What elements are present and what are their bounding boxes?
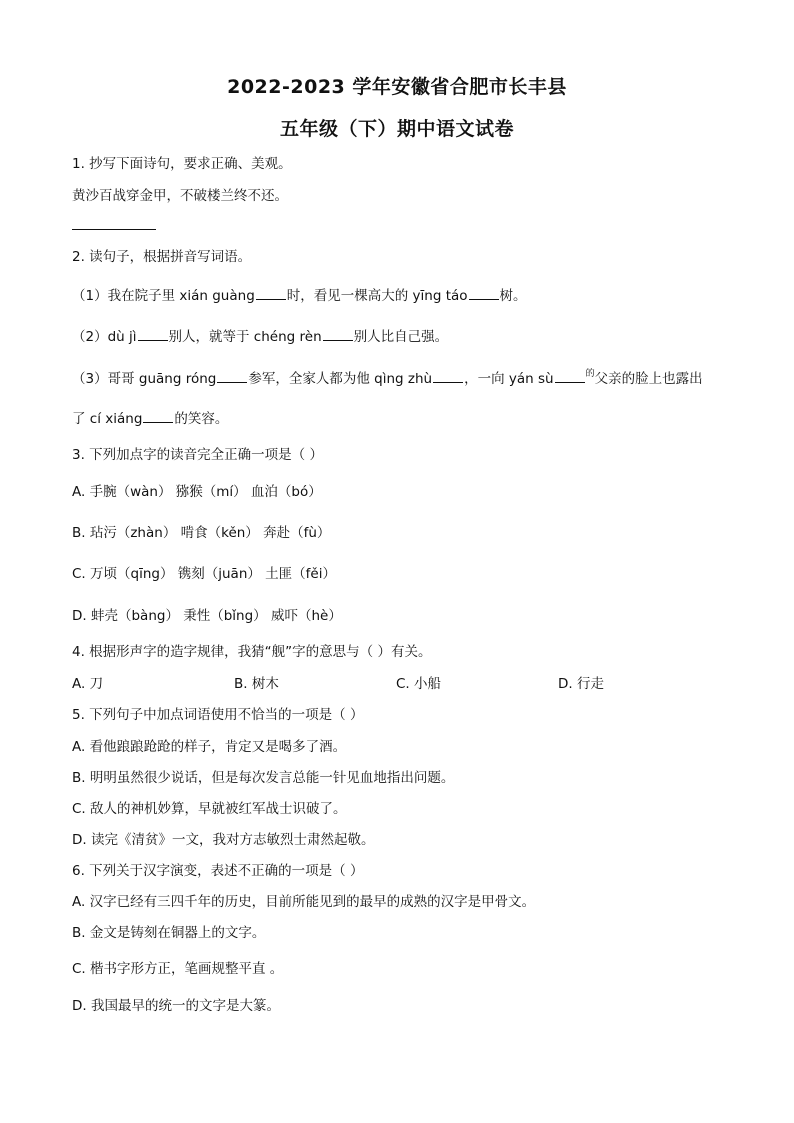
- q6-option-b[interactable]: B. 金文是铸刻在铜器上的文字。: [72, 925, 266, 941]
- q2-s2-part-c: 别人比自己强。: [353, 329, 449, 345]
- q1-answer-line[interactable]: [72, 229, 156, 230]
- q2-s1-part-c: 树。: [499, 288, 527, 304]
- q2-s3b-part-a: 了 cí xiáng: [72, 411, 143, 427]
- q6-stem: 6. 下列关于汉字演变，表述不正确的一项是（ ）: [72, 863, 364, 879]
- q3-stem: 3. 下列加点字的读音完全正确一项是（ ）: [72, 447, 323, 463]
- q3-option-d[interactable]: D. 蚌壳（bàng） 秉性（bǐng） 威吓（hè）: [72, 608, 342, 624]
- q5-option-c[interactable]: C. 敌人的神机妙算，早就被红军战士识破了。: [72, 801, 347, 817]
- q5-stem: 5. 下列句子中加点词语使用不恰当的一项是（ ）: [72, 707, 364, 723]
- q2-s1-blank-1[interactable]: [256, 286, 286, 300]
- q2-s3-blank-1[interactable]: [217, 369, 247, 383]
- q2-s2-part-b: 别人，就等于 chéng rèn: [168, 329, 322, 345]
- q6-option-c[interactable]: C. 楷书字形方正，笔画规整平直 。: [72, 961, 284, 977]
- q2-s1-part-b: 时，看见一棵高大的 yīng táo: [286, 288, 468, 304]
- q2-sentence-1: [72, 284, 527, 304]
- q2-s2-blank-1[interactable]: [138, 327, 168, 341]
- q1-poem: 黄沙百战穿金甲，不破楼兰终不还。: [72, 188, 288, 204]
- q2-s3-superscript: 的: [585, 369, 595, 379]
- q2-sentence-3: [72, 366, 703, 387]
- q3-option-b[interactable]: B. 玷污（zhàn） 啃食（kěn） 奔赴（fù）: [72, 525, 331, 541]
- q4-option-b[interactable]: B. 树木: [234, 676, 279, 692]
- q2-s3-part-c: ，一向 yán sù: [464, 371, 554, 387]
- q2-sentence-2: [72, 325, 448, 345]
- q3-option-a[interactable]: A. 手腕（wàn） 猕猴（mí） 血泊（bó）: [72, 484, 322, 500]
- q2-s2-part-a: （2）dù jì: [72, 329, 137, 345]
- q2-stem: 2. 读句子，根据拼音写词语。: [72, 249, 252, 265]
- q2-s3b-blank[interactable]: [143, 409, 173, 423]
- q6-option-a[interactable]: A. 汉字已经有三四千年的历史，目前所能见到的最早的成熟的汉字是甲骨文。: [72, 894, 536, 910]
- q2-s3-blank-3[interactable]: [555, 369, 585, 383]
- q4-option-d[interactable]: D. 行走: [558, 676, 604, 692]
- q6-option-d[interactable]: D. 我国最早的统一的文字是大篆。: [72, 998, 280, 1014]
- q2-s1-blank-2[interactable]: [469, 286, 499, 300]
- exam-title-line2: 五年级（下）期中语文试卷: [279, 118, 514, 140]
- q2-s3-part-a: （3）哥哥 guāng róng: [72, 371, 217, 387]
- q5-option-b[interactable]: B. 明明虽然很少说话，但是每次发言总能一针见血地指出问题。: [72, 770, 455, 786]
- q1-stem: 1. 抄写下面诗句，要求正确、美观。: [72, 156, 292, 172]
- q3-option-c[interactable]: C. 万顷（qīng） 镌刻（juān） 土匪（fěi）: [72, 566, 336, 582]
- q2-s2-blank-2[interactable]: [323, 327, 353, 341]
- q2-s3b-part-b: 的笑容。: [174, 411, 229, 427]
- q2-sentence-3-cont: [72, 407, 228, 427]
- q4-option-a[interactable]: A. 刀: [72, 676, 104, 692]
- q2-s3-blank-2[interactable]: [433, 369, 463, 383]
- q2-s3-part-b: 参军，全家人都为他 qìng zhù: [248, 371, 433, 387]
- q5-option-a[interactable]: A. 看他踉踉跄跄的样子，肯定又是喝多了酒。: [72, 739, 347, 755]
- exam-title-line1: 2022-2023 学年安徽省合肥市长丰县: [227, 76, 567, 98]
- q4-option-c[interactable]: C. 小船: [396, 676, 442, 692]
- q2-s1-part-a: （1）我在院子里 xián guàng: [72, 288, 255, 304]
- q4-stem: 4. 根据形声字的造字规律，我猜“舰”字的意思与（ ）有关。: [72, 644, 432, 660]
- q5-option-d[interactable]: D. 读完《清贫》一文，我对方志敏烈士肃然起敬。: [72, 832, 375, 848]
- q2-s3-part-d: 父亲的脸上也露出: [594, 371, 703, 387]
